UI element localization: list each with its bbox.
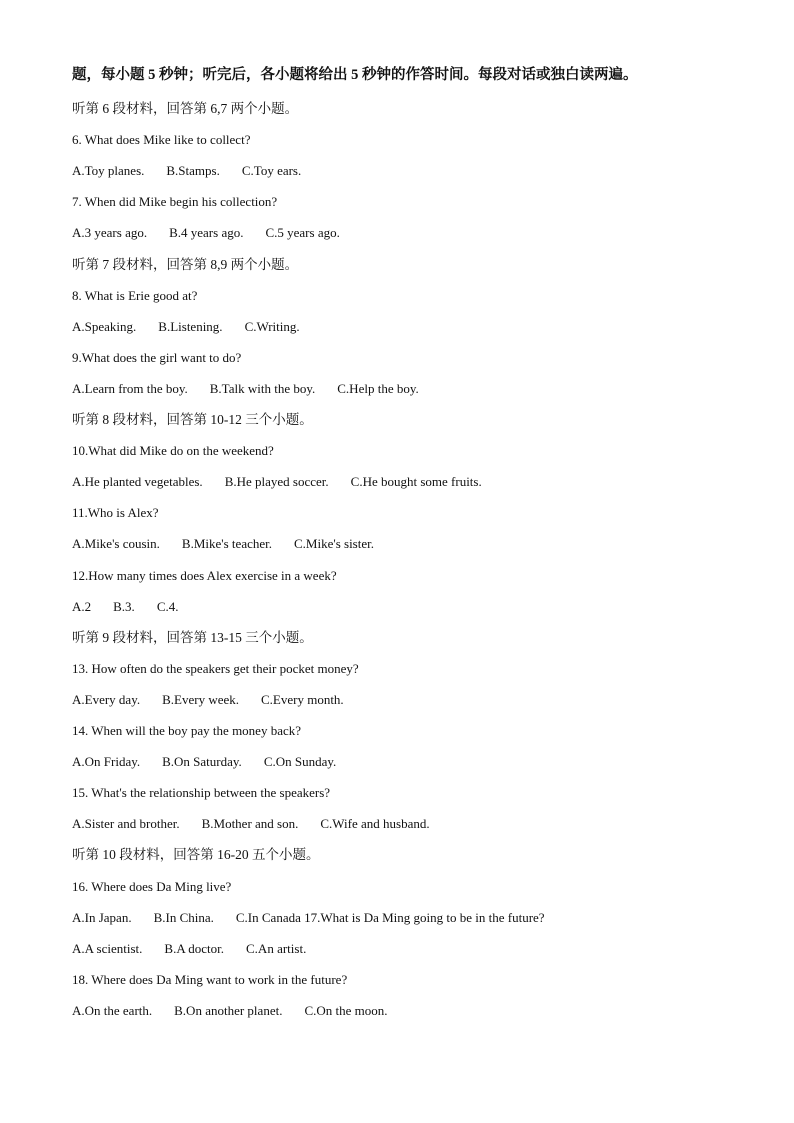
answer-option-a: A.3 years ago.: [72, 225, 148, 241]
section-heading: 听第 10 段材料，回答第 16-20 五个小题。: [72, 847, 320, 863]
answer-option-a: A.2: [72, 598, 92, 614]
answer-option-b: B.He played soccer.: [224, 474, 329, 490]
answer-options: [72, 473, 482, 491]
section-heading: 听第 7 段材料，回答第 8,9 两个小题。: [72, 256, 299, 272]
question-text: 8. What is Erie good at?: [72, 287, 198, 303]
answer-options: [72, 753, 336, 771]
answer-option-c: C.In Canada 17.What is Da Ming going to be in the future?: [235, 909, 545, 925]
answer-option-b: B.On another planet.: [174, 1002, 283, 1018]
answer-option-b: B.Stamps.: [166, 163, 220, 179]
question-text: 7. When did Mike begin his collection?: [72, 194, 278, 210]
answer-options: [72, 162, 301, 180]
answer-options: [72, 909, 545, 927]
answer-option-a: A.On Friday.: [72, 754, 141, 770]
answer-option-c: C.Wife and husband.: [320, 816, 430, 832]
answer-options: [72, 815, 430, 833]
answer-option-c: C.4.: [156, 598, 179, 614]
answer-options: [72, 535, 374, 553]
answer-option-b: B.A doctor.: [164, 940, 225, 956]
answer-option-a: A.He planted vegetables.: [72, 474, 203, 490]
question-text: 6. What does Mike like to collect?: [72, 132, 251, 148]
question-text: 18. Where does Da Ming want to work in the future?: [72, 971, 348, 987]
answer-option-b: B.Mike's teacher.: [181, 536, 272, 552]
answer-option-b: B.Mother and son.: [201, 816, 299, 832]
answer-options: [72, 318, 300, 336]
answer-option-a: A.Every day.: [72, 691, 141, 707]
answer-options: [72, 224, 340, 242]
question-text: 15. What's the relationship between the speakers?: [72, 785, 331, 801]
question-text: 13. How often do the speakers get their pocket money?: [72, 660, 359, 676]
answer-option-c: C.Toy ears.: [241, 163, 302, 179]
question-text: 9.What does the girl want to do?: [72, 349, 242, 365]
answer-options: [72, 1002, 388, 1020]
question-text: 10.What did Mike do on the weekend?: [72, 443, 274, 459]
answer-option-c: C.An artist.: [246, 940, 307, 956]
answer-option-b: B.In China.: [153, 909, 214, 925]
answer-option-c: C.On the moon.: [304, 1002, 388, 1018]
answer-option-c: C.He bought some fruits.: [350, 474, 482, 490]
answer-option-a: A.Toy planes.: [72, 163, 145, 179]
question-text: 16. Where does Da Ming live?: [72, 878, 232, 894]
section-heading: 听第 9 段材料，回答第 13-15 三个小题。: [72, 629, 313, 645]
answer-options: [72, 691, 344, 709]
section-heading: 听第 6 段材料，回答第 6,7 两个小题。: [72, 101, 299, 116]
answer-options: [72, 380, 419, 398]
answer-option-a: A.In Japan.: [72, 909, 132, 925]
answer-option-c: C.5 years ago.: [265, 225, 340, 241]
answer-options: [72, 940, 306, 958]
answer-option-a: A.A scientist.: [72, 940, 143, 956]
answer-option-b: B.Listening.: [158, 318, 223, 334]
answer-option-b: B.On Saturday.: [162, 754, 242, 770]
section-heading: 听第 8 段材料，回答第 10-12 三个小题。: [72, 412, 313, 427]
answer-option-c: C.Every month.: [261, 691, 344, 707]
answer-option-a: A.Sister and brother.: [72, 816, 180, 832]
answer-option-c: C.Writing.: [244, 318, 300, 334]
answer-option-c: C.On Sunday.: [263, 754, 337, 770]
question-text: 11.Who is Alex?: [72, 505, 159, 521]
answer-option-b: B.4 years ago.: [169, 225, 244, 241]
answer-option-b: B.Every week.: [162, 691, 239, 707]
answer-option-a: A.Learn from the boy.: [72, 380, 188, 396]
answer-option-b: B.3.: [113, 598, 135, 614]
answer-option-c: C.Mike's sister.: [294, 536, 374, 552]
answer-option-c: C.Help the boy.: [337, 380, 419, 396]
answer-options: [72, 598, 178, 616]
question-text: 12.How many times does Alex exercise in a week?: [72, 567, 337, 583]
answer-option-b: B.Talk with the boy.: [209, 380, 316, 396]
answer-option-a: A.Speaking.: [72, 318, 137, 334]
question-text: 14. When will the boy pay the money back?: [72, 723, 302, 738]
answer-option-a: A.Mike's cousin.: [72, 536, 160, 552]
instructions-text: 题，每小题 5 秒钟；听完后，各小题将给出 5 秒钟的作答时间。每段对话或独白读两遍。: [72, 67, 638, 83]
answer-option-a: A.On the earth.: [72, 1002, 153, 1018]
